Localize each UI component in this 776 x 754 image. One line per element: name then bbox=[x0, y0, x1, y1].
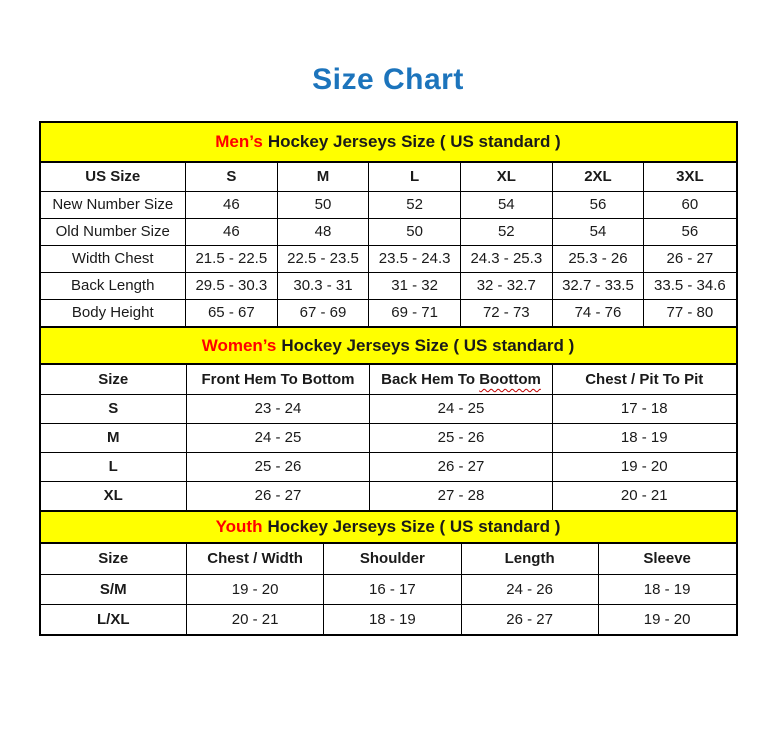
table-row bbox=[41, 604, 736, 634]
youth-size-table bbox=[41, 544, 736, 634]
table-row bbox=[41, 272, 736, 299]
size-cell: 18 - 19 bbox=[324, 604, 461, 634]
size-cell: 56 bbox=[644, 218, 736, 245]
size-cell: 25 - 26 bbox=[187, 452, 370, 481]
table-row bbox=[41, 574, 736, 604]
column-header: XL bbox=[460, 163, 552, 191]
size-cell: 30.3 - 31 bbox=[277, 272, 369, 299]
table-row bbox=[41, 191, 736, 218]
size-cell: 25.3 - 26 bbox=[552, 245, 644, 272]
youth-heading-text: Hockey Jerseys Size ( US standard ) bbox=[267, 517, 561, 536]
size-cell: 29.5 - 30.3 bbox=[186, 272, 278, 299]
column-header: Front Hem To Bottom bbox=[187, 365, 370, 394]
mens-size-table bbox=[41, 163, 736, 326]
table-row bbox=[41, 245, 736, 272]
womens-header-row bbox=[41, 365, 736, 394]
misspelled-header-prefix: Back Hem To bbox=[381, 370, 476, 388]
size-cell: 65 - 67 bbox=[186, 299, 278, 326]
column-header: L bbox=[369, 163, 461, 191]
column-header: 2XL bbox=[552, 163, 644, 191]
table-row bbox=[41, 481, 736, 510]
size-cell: 24 - 26 bbox=[461, 574, 598, 604]
youth-header-row bbox=[41, 544, 736, 574]
column-header: Chest / Width bbox=[187, 544, 324, 574]
column-header: US Size bbox=[41, 163, 186, 191]
row-label: Body Height bbox=[41, 299, 186, 326]
table-row bbox=[41, 423, 736, 452]
table-row bbox=[41, 452, 736, 481]
size-cell: 72 - 73 bbox=[460, 299, 552, 326]
row-label: Width Chest bbox=[41, 245, 186, 272]
size-cell: 32.7 - 33.5 bbox=[552, 272, 644, 299]
size-cell: 60 bbox=[644, 191, 736, 218]
column-header: Size bbox=[41, 365, 187, 394]
size-cell: 56 bbox=[552, 191, 644, 218]
size-cell: 26 - 27 bbox=[187, 481, 370, 510]
size-cell: 77 - 80 bbox=[644, 299, 736, 326]
size-cell: 24 - 25 bbox=[370, 394, 553, 423]
row-label: Back Length bbox=[41, 272, 186, 299]
youth-heading-accent: Youth bbox=[215, 517, 263, 536]
size-cell: 48 bbox=[277, 218, 369, 245]
size-cell: 24.3 - 25.3 bbox=[460, 245, 552, 272]
row-label: S bbox=[41, 394, 187, 423]
size-cell: 50 bbox=[369, 218, 461, 245]
column-header: 3XL bbox=[644, 163, 736, 191]
size-cell: 19 - 20 bbox=[553, 452, 736, 481]
column-header-misspelled bbox=[370, 365, 553, 394]
womens-size-table bbox=[41, 365, 736, 510]
column-header: Length bbox=[461, 544, 598, 574]
womens-heading-text: Hockey Jerseys Size ( US standard ) bbox=[281, 335, 575, 355]
mens-heading-text: Hockey Jerseys Size ( US standard ) bbox=[267, 132, 561, 151]
row-label: L/XL bbox=[41, 604, 187, 634]
column-header: Size bbox=[41, 544, 187, 574]
size-cell: 46 bbox=[186, 191, 278, 218]
size-cell: 23.5 - 24.3 bbox=[369, 245, 461, 272]
row-label: S/M bbox=[41, 574, 187, 604]
womens-section-heading bbox=[41, 326, 736, 365]
column-header: Chest / Pit To Pit bbox=[553, 365, 736, 394]
size-cell: 22.5 - 23.5 bbox=[277, 245, 369, 272]
mens-heading-accent: Men’s bbox=[215, 132, 263, 151]
mens-section-heading bbox=[41, 123, 736, 163]
size-chart-sheet bbox=[39, 121, 738, 636]
size-cell: 18 - 19 bbox=[553, 423, 736, 452]
size-cell: 23 - 24 bbox=[187, 394, 370, 423]
column-header: M bbox=[277, 163, 369, 191]
size-cell: 33.5 - 34.6 bbox=[644, 272, 736, 299]
size-cell: 18 - 19 bbox=[598, 574, 735, 604]
size-cell: 16 - 17 bbox=[324, 574, 461, 604]
size-cell: 17 - 18 bbox=[553, 394, 736, 423]
size-cell: 74 - 76 bbox=[552, 299, 644, 326]
size-cell: 27 - 28 bbox=[370, 481, 553, 510]
size-cell: 20 - 21 bbox=[187, 604, 324, 634]
youth-section-heading bbox=[41, 510, 736, 544]
size-cell: 67 - 69 bbox=[277, 299, 369, 326]
size-cell: 20 - 21 bbox=[553, 481, 736, 510]
size-cell: 26 - 27 bbox=[644, 245, 736, 272]
size-cell: 24 - 25 bbox=[187, 423, 370, 452]
page-title: Size Chart bbox=[312, 63, 464, 96]
size-cell: 19 - 20 bbox=[187, 574, 324, 604]
size-cell: 32 - 32.7 bbox=[460, 272, 552, 299]
table-row bbox=[41, 299, 736, 326]
size-cell: 54 bbox=[552, 218, 644, 245]
size-cell: 46 bbox=[186, 218, 278, 245]
table-row bbox=[41, 218, 736, 245]
size-cell: 69 - 71 bbox=[369, 299, 461, 326]
misspelled-word: Boottom bbox=[479, 370, 541, 388]
column-header: Sleeve bbox=[598, 544, 735, 574]
row-label: Old Number Size bbox=[41, 218, 186, 245]
size-cell: 19 - 20 bbox=[598, 604, 735, 634]
womens-heading-accent: Women’s bbox=[201, 335, 277, 355]
size-cell: 26 - 27 bbox=[370, 452, 553, 481]
size-cell: 26 - 27 bbox=[461, 604, 598, 634]
mens-header-row bbox=[41, 163, 736, 191]
size-cell: 52 bbox=[369, 191, 461, 218]
size-cell: 54 bbox=[460, 191, 552, 218]
size-cell: 21.5 - 22.5 bbox=[186, 245, 278, 272]
table-row bbox=[41, 394, 736, 423]
row-label: M bbox=[41, 423, 187, 452]
row-label: L bbox=[41, 452, 187, 481]
column-header: Shoulder bbox=[324, 544, 461, 574]
column-header: S bbox=[186, 163, 278, 191]
row-label: New Number Size bbox=[41, 191, 186, 218]
size-cell: 25 - 26 bbox=[370, 423, 553, 452]
row-label: XL bbox=[41, 481, 187, 510]
size-cell: 31 - 32 bbox=[369, 272, 461, 299]
size-cell: 50 bbox=[277, 191, 369, 218]
size-cell: 52 bbox=[460, 218, 552, 245]
